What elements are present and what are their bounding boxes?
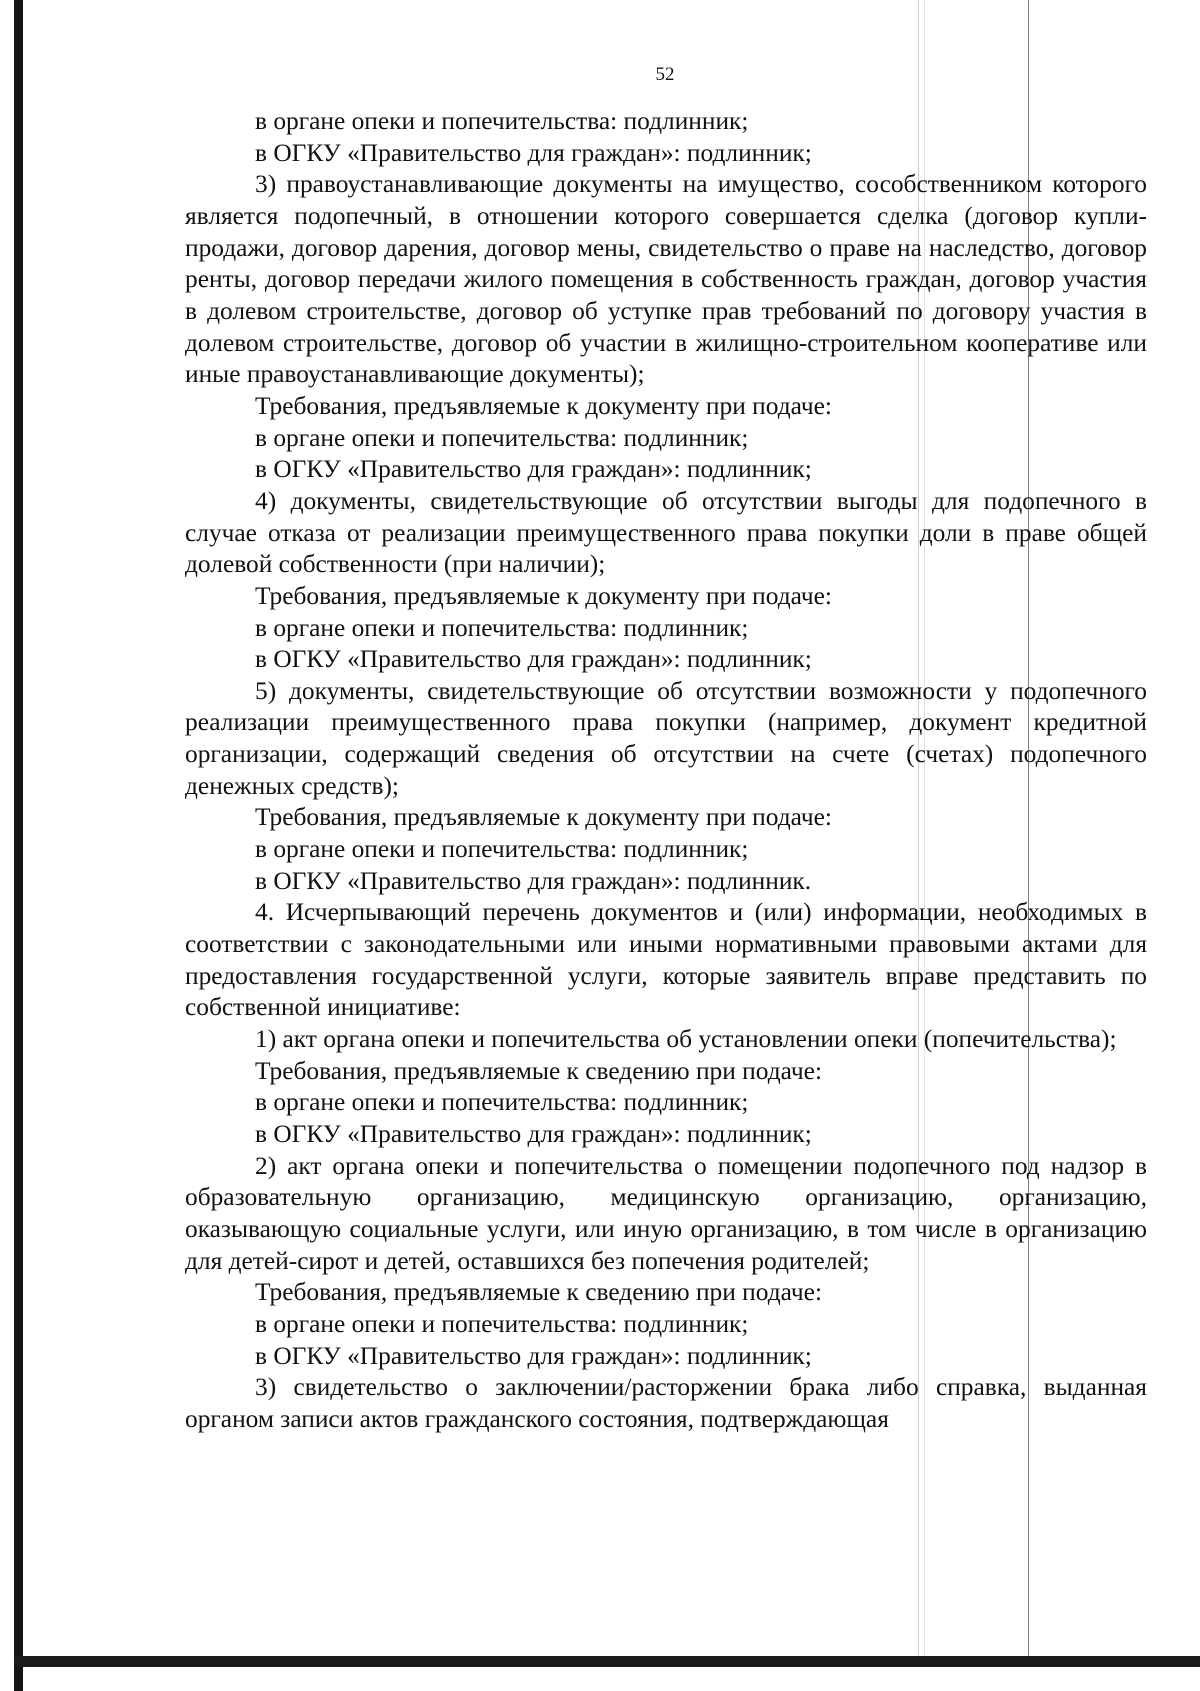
paragraph: в органе опеки и попечительства: подлинник; (255, 835, 749, 864)
paragraph: Требования, предъявляемые к сведению при подаче: (255, 1278, 822, 1307)
paragraph: в органе опеки и попечительства: подлинник; (255, 107, 749, 135)
paragraph: в органе опеки и попечительства: подлинник; (255, 1088, 749, 1117)
paragraph: Требования, предъявляемые к документу при подаче: (255, 391, 832, 420)
paragraph: Требования, предъявляемые к сведению при подаче: (255, 1056, 822, 1085)
page-number: 52 (655, 64, 675, 85)
paragraph: в органе опеки и попечительства: подлинник; (255, 1309, 749, 1338)
paragraph: 3) правоустанавливающие документы на имущество, сособственником которого является подопечный, в отношении которого совершается сделка (договор купли-продажи, договор дарения, договор мены, свидетельство о праве на наследство, договор ренты, договор передачи жилого помещения в собственность граждан, договор участия в долевом строительстве, договор об уступке прав требований по договору участия в долевом строительстве, договор об участии в жилищно-строительном кооперативе или иные правоустанавливающие документы); (185, 170, 1147, 389)
paragraph: 4. Исчерпывающий перечень документов и (или) информации, необходимых в соответствии с законодательными или иными нормативными правовыми актами для предоставления государственной услуги, которые заявитель вправе представить по собственной инициативе: (185, 898, 1147, 1022)
paragraph: в ОГКУ «Правительство для граждан»: подлинник; (255, 138, 812, 167)
paragraph: 2) акт органа опеки и попечительства о помещении подопечного под надзор в образовательную организацию, медицинскую организацию, организацию, оказывающую социальные услуги, или иную организацию, в том числе в организацию для детей-сирот и детей, оставшихся без попечения родителей; (185, 1151, 1147, 1275)
paragraph: 4) документы, свидетельствующие об отсутствии выгоды для подопечного в случае отказа от реализации преимущественного права покупки доли в праве общей долевой собственности (при наличии); (185, 486, 1147, 579)
paragraph: в органе опеки и попечительства: подлинник; (255, 613, 749, 642)
paragraph: в ОГКУ «Правительство для граждан»: подлинник; (255, 645, 812, 674)
paragraph: Требования, предъявляемые к документу при подаче: (255, 803, 832, 832)
scan-bottom-edge (14, 1656, 1200, 1667)
document-body (185, 106, 1147, 1436)
paragraph: 3) свидетельство о заключении/расторжении брака либо справка, выданная органом записи актов гражданского состояния, подтверждающая (185, 1373, 1147, 1433)
paragraph: в ОГКУ «Правительство для граждан»: подлинник. (255, 866, 812, 895)
paragraph: в ОГКУ «Правительство для граждан»: подлинник; (255, 1120, 812, 1148)
paragraph: в ОГКУ «Правительство для граждан»: подлинник; (255, 1341, 812, 1370)
paragraph: 5) документы, свидетельствующие об отсутствии возможности у подопечного реализации преимущественного права покупки (например, документ кредитной организации, содержащий сведения об отсутствии на счете (счетах) подопечного денежных средств); (185, 676, 1147, 800)
paragraph: Требования, предъявляемые к документу при подаче: (255, 581, 832, 610)
paragraph: в органе опеки и попечительства: подлинник; (255, 423, 749, 452)
scan-left-edge (14, 0, 23, 1691)
paragraph: 1) акт органа опеки и попечительства об установлении опеки (попечительства); (255, 1025, 1117, 1054)
paragraph: в ОГКУ «Правительство для граждан»: подлинник; (255, 455, 812, 484)
